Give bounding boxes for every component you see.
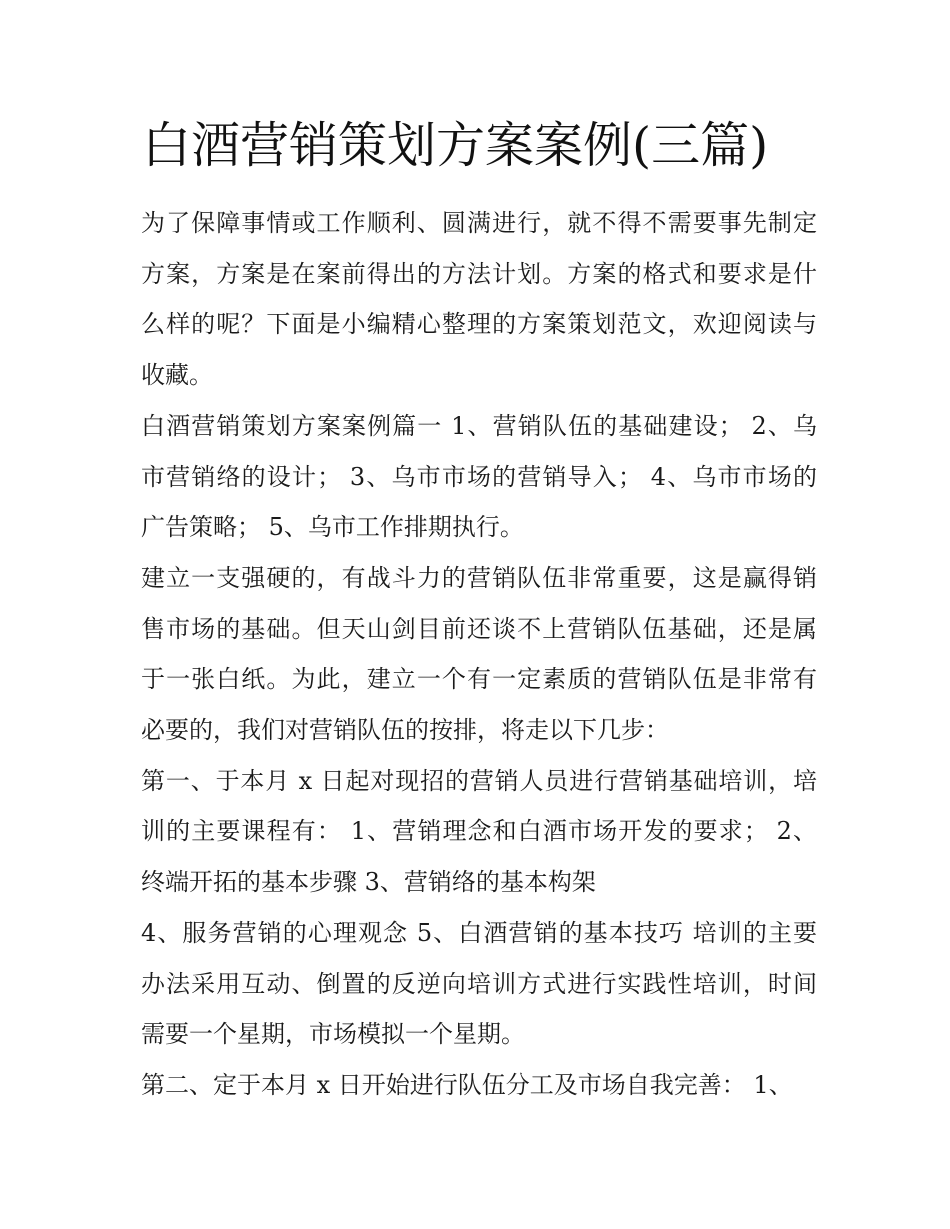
text-line: 白酒营销策划方案案例篇一 1、营销队伍的基础建设； 2、乌 — [141, 411, 817, 440]
intro-paragraph — [141, 198, 817, 401]
text-line: 为了保障事情或工作顺利、圆满进行，就不得不需要事先制定 — [141, 209, 817, 237]
text-line: 售市场的基础。但天山剑目前还谈不上营销队伍基础，还是属 — [141, 614, 817, 643]
text-line: 必要的，我们对营销队伍的按排，将走以下几步： — [141, 716, 669, 745]
training-paragraph — [141, 908, 817, 1060]
step-one-paragraph — [141, 756, 817, 908]
outline-paragraph — [141, 401, 817, 553]
text-line: 建立一支强硬的，有战斗力的营销队伍非常重要，这是赢得销 — [141, 563, 817, 592]
text-line: 么样的呢？下面是小编精心整理的方案策划范文，欢迎阅读与 — [141, 310, 817, 339]
document-title: 白酒营销策划方案案例(三篇) — [142, 117, 769, 174]
document-body — [141, 198, 817, 1111]
text-line: 4、服务营销的心理观念 5、白酒营销的基本技巧 培训的主要 — [141, 918, 817, 947]
team-building-paragraph — [141, 553, 817, 756]
text-line: 于一张白纸。为此，建立一个有一定素质的营销队伍是非常有 — [141, 665, 817, 694]
text-line: 需要一个星期，市场模拟一个星期。 — [141, 1020, 525, 1049]
text-line: 广告策略； 5、乌市工作排期执行。 — [141, 513, 524, 542]
text-line: 方案，方案是在案前得出的方法计划。方案的格式和要求是什 — [141, 259, 817, 288]
text-line: 终端开拓的基本步骤 3、营销络的基本构架 — [141, 868, 596, 897]
text-line: 收藏。 — [141, 361, 213, 390]
step-two-paragraph — [141, 1060, 817, 1111]
text-line: 第一、于本月 x 日起对现招的营销人员进行营销基础培训，培 — [141, 766, 817, 795]
text-line: 第二、定于本月 x 日开始进行队伍分工及市场自我完善： 1、 — [141, 1070, 793, 1099]
text-line: 市营销络的设计； 3、乌市市场的营销导入； 4、乌市市场的 — [141, 462, 817, 491]
text-line: 办法采用互动、倒置的反逆向培训方式进行实践性培训，时间 — [141, 969, 817, 998]
text-line: 训的主要课程有： 1、营销理念和白酒市场开发的要求； 2、 — [141, 817, 817, 846]
